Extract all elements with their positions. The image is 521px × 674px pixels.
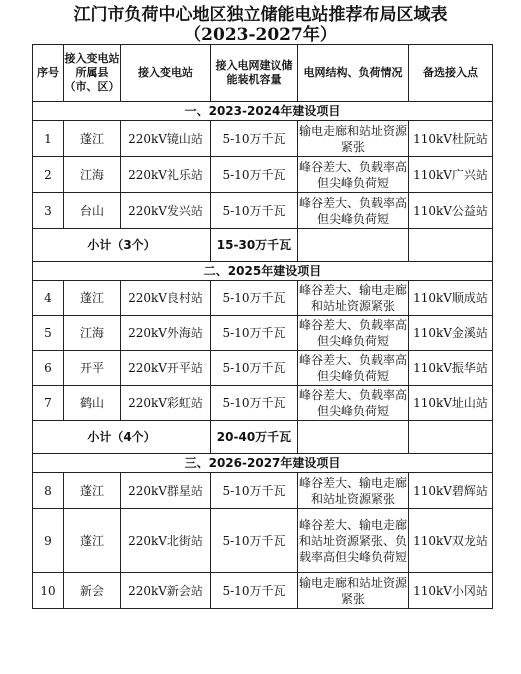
cell-seq: 3 <box>33 193 64 229</box>
cell-seq: 7 <box>33 386 64 421</box>
cell-seq: 2 <box>33 157 64 193</box>
table-row <box>33 386 493 421</box>
subtotal-label: 小计（3个） <box>33 229 211 262</box>
cell-alt: 110kV顺成站 <box>409 281 493 316</box>
subtotal-empty <box>409 229 493 262</box>
cell-capacity: 5-10万千瓦 <box>211 193 298 229</box>
cell-seq: 4 <box>33 281 64 316</box>
section-title: 二、2025年建设项目 <box>33 262 493 281</box>
header-substation: 接入变电站 <box>121 45 211 102</box>
cell-county: 江海 <box>64 316 121 351</box>
cell-substation: 220kV北街站 <box>121 509 211 573</box>
cell-network: 峰谷差大、负载率高但尖峰负荷短 <box>298 386 409 421</box>
cell-seq: 8 <box>33 473 64 509</box>
cell-capacity: 5-10万千瓦 <box>211 473 298 509</box>
cell-substation: 220kV开平站 <box>121 351 211 386</box>
cell-substation: 220kV镜山站 <box>121 121 211 157</box>
table-row <box>33 281 493 316</box>
subtotal-row <box>33 229 493 262</box>
cell-county: 新会 <box>64 573 121 609</box>
subtotal-capacity: 15-30万千瓦 <box>211 229 298 262</box>
header-capacity: 接入电网建议储能装机容量 <box>211 45 298 102</box>
table-row <box>33 121 493 157</box>
cell-alt: 110kV小冈站 <box>409 573 493 609</box>
cell-county: 鹤山 <box>64 386 121 421</box>
cell-network: 峰谷差大、负载率高但尖峰负荷短 <box>298 351 409 386</box>
cell-network: 峰谷差大、输电走廊和站址资源紧张 <box>298 281 409 316</box>
cell-county: 江海 <box>64 157 121 193</box>
storage-layout-table <box>32 44 493 609</box>
cell-seq: 10 <box>33 573 64 609</box>
cell-capacity: 5-10万千瓦 <box>211 351 298 386</box>
cell-capacity: 5-10万千瓦 <box>211 386 298 421</box>
cell-network: 峰谷差大、负载率高但尖峰负荷短 <box>298 316 409 351</box>
cell-network: 峰谷差大、输电走廊和站址资源紧张 <box>298 473 409 509</box>
subtotal-empty <box>298 421 409 454</box>
cell-network: 输电走廊和站址资源紧张 <box>298 573 409 609</box>
cell-substation: 220kV礼乐站 <box>121 157 211 193</box>
cell-alt: 110kV公益站 <box>409 193 493 229</box>
header-network: 电网结构、负荷情况 <box>298 45 409 102</box>
table-row <box>33 316 493 351</box>
section-row <box>33 262 493 281</box>
header-county: 接入变电站所属县（市、区） <box>64 45 121 102</box>
cell-substation: 220kV新会站 <box>121 573 211 609</box>
cell-substation: 220kV外海站 <box>121 316 211 351</box>
document-subtitle: （2023-2027年） <box>184 25 337 45</box>
cell-substation: 220kV彩虹站 <box>121 386 211 421</box>
cell-alt: 110kV双龙站 <box>409 509 493 573</box>
cell-network: 峰谷差大、输电走廊和站址资源紧张、负载率高但尖峰负荷短 <box>298 509 409 573</box>
cell-substation: 220kV良村站 <box>121 281 211 316</box>
table-row <box>33 473 493 509</box>
cell-capacity: 5-10万千瓦 <box>211 573 298 609</box>
section-title: 一、2023-2024年建设项目 <box>33 102 493 121</box>
cell-network: 峰谷差大、负载率高但尖峰负荷短 <box>298 193 409 229</box>
table-row <box>33 509 493 573</box>
cell-county: 蓬江 <box>64 509 121 573</box>
cell-county: 台山 <box>64 193 121 229</box>
cell-capacity: 5-10万千瓦 <box>211 316 298 351</box>
section-row <box>33 454 493 473</box>
cell-capacity: 5-10万千瓦 <box>211 281 298 316</box>
cell-seq: 1 <box>33 121 64 157</box>
header-seq: 序号 <box>33 45 64 102</box>
document-title: 江门市负荷中心地区独立储能电站推荐布局区域表 <box>73 5 448 25</box>
cell-network: 输电走廊和站址资源紧张 <box>298 121 409 157</box>
cell-alt: 110kV金溪站 <box>409 316 493 351</box>
cell-alt: 110kV碧辉站 <box>409 473 493 509</box>
cell-seq: 9 <box>33 509 64 573</box>
cell-seq: 5 <box>33 316 64 351</box>
table-row <box>33 157 493 193</box>
cell-substation: 220kV群星站 <box>121 473 211 509</box>
cell-substation: 220kV发兴站 <box>121 193 211 229</box>
cell-county: 开平 <box>64 351 121 386</box>
cell-seq: 6 <box>33 351 64 386</box>
header-alt: 备选接入点 <box>409 45 493 102</box>
cell-county: 蓬江 <box>64 281 121 316</box>
cell-capacity: 5-10万千瓦 <box>211 509 298 573</box>
cell-alt: 110kV广兴站 <box>409 157 493 193</box>
cell-network: 峰谷差大、负载率高但尖峰负荷短 <box>298 157 409 193</box>
cell-alt: 110kV址山站 <box>409 386 493 421</box>
subtotal-empty <box>409 421 493 454</box>
cell-capacity: 5-10万千瓦 <box>211 157 298 193</box>
cell-county: 蓬江 <box>64 121 121 157</box>
subtotal-capacity: 20-40万千瓦 <box>211 421 298 454</box>
table-row <box>33 193 493 229</box>
header-row <box>33 45 493 102</box>
cell-alt: 110kV杜阮站 <box>409 121 493 157</box>
cell-capacity: 5-10万千瓦 <box>211 121 298 157</box>
cell-alt: 110kV振华站 <box>409 351 493 386</box>
section-title: 三、2026-2027年建设项目 <box>33 454 493 473</box>
subtotal-row <box>33 421 493 454</box>
cell-county: 蓬江 <box>64 473 121 509</box>
table-row <box>33 573 493 609</box>
section-row <box>33 102 493 121</box>
subtotal-empty <box>298 229 409 262</box>
table-row <box>33 351 493 386</box>
subtotal-label: 小计（4个） <box>33 421 211 454</box>
